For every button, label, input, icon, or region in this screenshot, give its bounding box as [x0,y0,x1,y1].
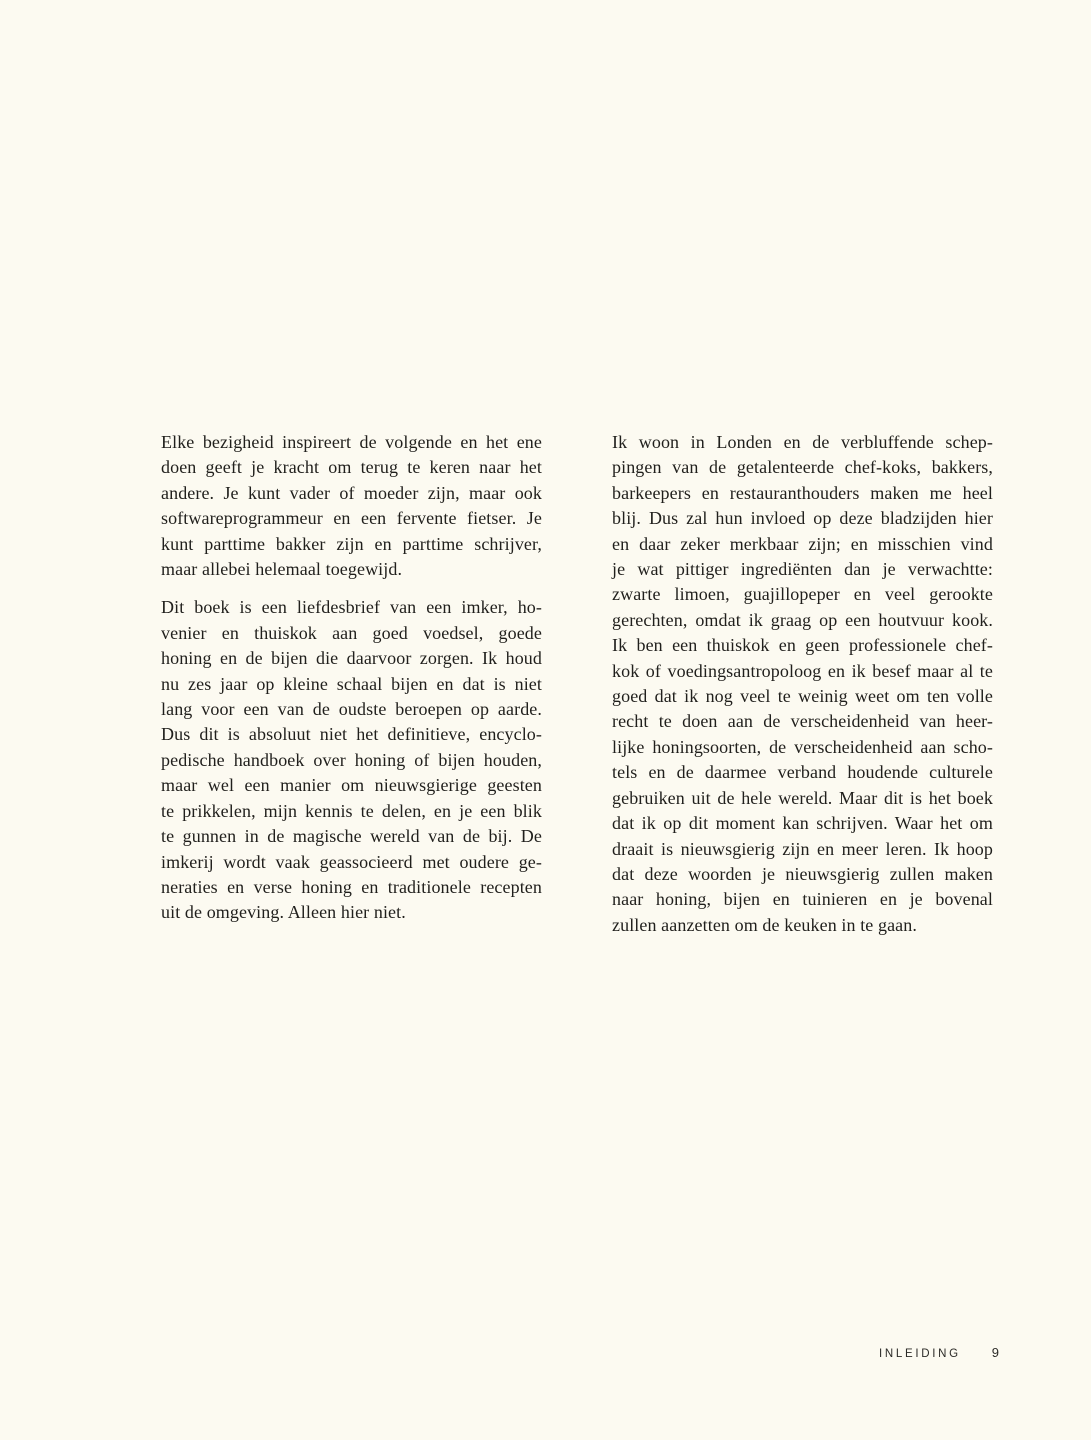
text-line: zullen aanzetten om de keuken in te gaan. [612,914,917,935]
text-line: lijke honingsoorten, de verscheidenheid aan scho- [612,736,993,757]
text-line: gerechten, omdat ik graag op een houtvuur kook. [612,609,993,630]
text-line: te gunnen in de magische wereld van de bij. De [161,826,542,847]
paragraph [161,595,542,925]
left-text-column [161,430,542,938]
text-line: Dit boek is een liefdesbrief van een imker, ho- [161,597,542,618]
text-line: Ik woon in Londen en de verbluffende schep- [612,432,993,452]
text-line: en daar zeker merkbaar zijn; en misschien vind [612,533,993,554]
text-line: lang voor een van de oudste beroepen op aarde. [161,699,542,720]
text-block [161,430,993,938]
text-line: je wat pittiger ingrediënten dan je verwachtte: [612,559,993,580]
paragraph [612,430,993,938]
text-line: kok of voedingsantropoloog en ik besef maar al te [612,660,993,681]
text-line: Ik ben een thuiskok en geen professionele chef- [612,635,993,656]
text-line: Dus dit is absoluut niet het definitieve, encyclo- [161,724,542,745]
right-text-column [612,430,993,938]
text-line: andere. Je kunt vader of moeder zijn, maar ook [161,482,542,503]
text-line: pingen van de getalenteerde chef-koks, bakkers, [612,457,993,478]
text-line: tels en de daarmee verband houdende culturele [612,762,993,783]
text-line: zwarte limoen, guajillopeper en veel gerookte [612,584,993,605]
text-line: Elke bezigheid inspireert de volgende en het ene [161,432,542,452]
text-line: uit de omgeving. Alleen hier niet. [161,902,406,923]
paragraph [161,430,542,582]
text-line: pedische handboek over honing of bijen houden, [161,749,542,770]
text-line: honing en de bijen die daarvoor zorgen. Ik houd [161,648,542,669]
text-line: maar allebei helemaal toegewijd. [161,559,403,580]
footer-page-number: 9 [991,1345,999,1360]
text-line: maar wel een manier om nieuwsgierige geesten [161,775,542,796]
text-line: dat ik op dit moment kan schrijven. Waar het om [612,813,993,834]
text-line: doen geeft je kracht om terug te keren naar het [161,457,542,478]
text-line: softwareprogrammeur en een fervente fietser. Je [161,508,542,529]
text-line: barkeepers en restauranthouders maken me heel [612,482,993,503]
footer [879,1345,999,1360]
text-line: naar honing, bijen en tuinieren en je bovenal [612,889,993,910]
text-line: te prikkelen, mijn kennis te delen, en je een blik [161,800,542,821]
text-line: venier en thuiskok aan goed voedsel, goede [161,622,542,643]
text-line: imkerij wordt vaak geassocieerd met oudere ge- [161,851,542,872]
text-line: nu zes jaar op kleine schaal bijen en dat is niet [161,673,542,694]
text-line: draait is nieuwsgierig zijn en meer leren. Ik hoop [612,838,993,859]
text-line: dat deze woorden je nieuwsgierig zullen maken [612,863,993,884]
text-line: neraties en verse honing en traditionele recepten [161,876,542,897]
text-line: blij. Dus zal hun invloed op deze bladzijden hier [612,508,993,529]
text-line: goed dat ik nog veel te weinig weet om ten volle [612,686,993,707]
text-line: recht te doen aan de verscheidenheid van heer- [612,711,993,732]
text-line: gebruiken uit de hele wereld. Maar dit is het boek [612,787,993,808]
footer-chapter-label: INLEIDING [878,1348,961,1360]
text-line: kunt parttime bakker zijn en parttime schrijver, [161,533,542,554]
